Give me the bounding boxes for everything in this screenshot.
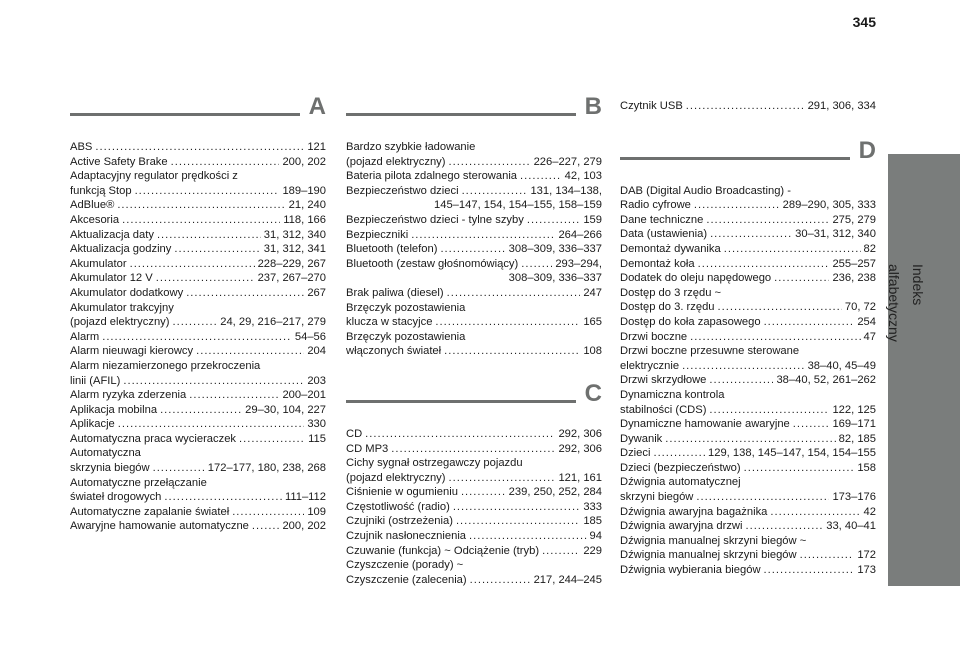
entry-pages: 115 bbox=[308, 432, 326, 445]
entry-term: skrzyni biegów bbox=[620, 491, 694, 504]
index-entry bbox=[346, 544, 602, 559]
entry-pages: 172–177, 180, 238, 268 bbox=[207, 462, 326, 475]
index-entry bbox=[70, 505, 326, 520]
entry-term: Czytnik USB bbox=[620, 100, 683, 112]
dot-leader bbox=[122, 213, 280, 228]
entry-pages: 264–266 bbox=[558, 228, 602, 241]
dot-leader bbox=[435, 315, 580, 330]
dot-leader bbox=[542, 544, 580, 559]
index-entry bbox=[70, 490, 326, 505]
entry-pages: 24, 29, 216–217, 279 bbox=[220, 316, 326, 329]
section-rule bbox=[620, 157, 850, 160]
index-entry bbox=[620, 315, 876, 330]
dot-leader bbox=[527, 213, 580, 228]
index-entry bbox=[620, 227, 876, 242]
entry-pages: 82 bbox=[863, 242, 876, 255]
entry-pages: 247 bbox=[583, 286, 602, 299]
index-entry bbox=[70, 417, 326, 432]
index-entry bbox=[620, 242, 876, 257]
dot-leader bbox=[800, 548, 855, 563]
entry-term: świateł drogowych bbox=[70, 491, 162, 504]
entry-pages: 94 bbox=[589, 530, 602, 543]
section-header-b bbox=[346, 93, 602, 140]
dot-leader bbox=[709, 403, 829, 418]
entry-term-line: Brzęczyk pozostawienia bbox=[346, 301, 466, 314]
section-c-continued-entries bbox=[620, 99, 876, 114]
entry-term: Akumulator 12 V bbox=[70, 272, 153, 285]
entry-term: Dźwignia awaryjna drzwi bbox=[620, 520, 743, 533]
section-rule bbox=[70, 113, 300, 116]
entry-pages: 122, 125 bbox=[832, 403, 876, 416]
entry-term: stabilności (CDS) bbox=[620, 403, 707, 416]
entry-pages: 169–171 bbox=[832, 418, 876, 431]
entry-pages: 255–257 bbox=[832, 257, 876, 270]
entry-pages: 172 bbox=[857, 549, 876, 562]
dot-leader bbox=[764, 315, 855, 330]
dot-leader bbox=[135, 184, 280, 199]
index-entry bbox=[620, 403, 876, 418]
entry-term: Dzieci bbox=[620, 447, 651, 460]
index-entry bbox=[620, 359, 876, 374]
entry-term: Aktualizacja godziny bbox=[70, 243, 172, 256]
dot-leader bbox=[189, 388, 279, 403]
index-entry bbox=[70, 286, 326, 301]
entry-term: linii (AFIL) bbox=[70, 374, 121, 387]
entry-pages: 239, 250, 252, 284 bbox=[508, 486, 602, 499]
entry-term-line: Dostęp do 3 rzędu ~ bbox=[620, 286, 722, 299]
entry-pages: 200, 202 bbox=[282, 155, 326, 168]
entry-term: Aktualizacja daty bbox=[70, 228, 154, 241]
entry-pages: 229 bbox=[583, 544, 602, 557]
index-entry bbox=[346, 344, 602, 359]
column-1 bbox=[70, 93, 326, 534]
dot-leader bbox=[440, 242, 505, 257]
index-entry bbox=[70, 242, 326, 257]
section-letter-d: D bbox=[858, 136, 876, 164]
index-entry bbox=[70, 374, 326, 389]
index-entry bbox=[70, 228, 326, 243]
dot-leader bbox=[774, 271, 829, 286]
entry-term: Bezpieczniki bbox=[346, 228, 409, 241]
dot-leader bbox=[153, 461, 205, 476]
dot-leader bbox=[453, 500, 581, 515]
entry-term-line: Dźwignia manualnej skrzyni biegów ~ bbox=[620, 534, 807, 547]
dot-leader bbox=[470, 573, 531, 588]
index-entry bbox=[620, 519, 876, 534]
entry-pages: 293–294, bbox=[555, 257, 602, 270]
index-entry bbox=[620, 213, 876, 228]
entry-pages: 204 bbox=[307, 345, 326, 358]
dot-leader bbox=[710, 227, 792, 242]
entry-term: Bateria pilota zdalnego sterowania bbox=[346, 170, 518, 183]
index-entry bbox=[346, 485, 602, 500]
dot-leader bbox=[447, 286, 581, 301]
dot-leader bbox=[391, 442, 555, 457]
entry-term: funkcją Stop bbox=[70, 184, 132, 197]
entry-term: Drzwi skrzydłowe bbox=[620, 374, 707, 387]
index-entry bbox=[70, 184, 326, 199]
entry-term-line: Adaptacyjny regulator prędkości z bbox=[70, 170, 238, 183]
entry-pages: 31, 312, 341 bbox=[263, 243, 326, 256]
entry-term: Akcesoria bbox=[70, 213, 120, 226]
index-entry bbox=[620, 563, 876, 578]
entry-term: Dynamiczne hamowanie awaryjne bbox=[620, 418, 790, 431]
dot-leader bbox=[130, 257, 255, 272]
entry-pages: 173 bbox=[857, 564, 876, 577]
entry-term: Alarm bbox=[70, 330, 100, 343]
index-entry bbox=[346, 257, 602, 272]
entry-term: Bezpieczeństwo dzieci - tylne szyby bbox=[346, 213, 524, 226]
entry-pages: 111–112 bbox=[284, 491, 326, 504]
entry-pages-continued: 308–309, 336–337 bbox=[508, 272, 602, 285]
entry-term: Dźwignia wybierania biegów bbox=[620, 564, 761, 577]
section-letter-c: C bbox=[584, 379, 602, 407]
index-entry bbox=[620, 330, 876, 345]
entry-term: Automatyczne zapalanie świateł bbox=[70, 505, 230, 518]
entry-term: AdBlue® bbox=[70, 199, 115, 212]
entry-pages: 267 bbox=[307, 286, 326, 299]
index-entry bbox=[346, 427, 602, 442]
section-rule bbox=[346, 400, 576, 403]
dot-leader bbox=[698, 257, 830, 272]
entry-term: Czyszczenie (zalecenia) bbox=[346, 573, 467, 586]
dot-leader bbox=[793, 417, 830, 432]
entry-pages: 121 bbox=[307, 141, 326, 153]
entry-term: Active Safety Brake bbox=[70, 155, 168, 168]
index-entry bbox=[620, 373, 876, 388]
dot-leader bbox=[682, 359, 804, 374]
entry-pages: 200–201 bbox=[282, 389, 326, 402]
entry-pages: 118, 166 bbox=[283, 213, 326, 226]
index-entry bbox=[620, 257, 876, 272]
dot-leader bbox=[172, 315, 217, 330]
section-letter-a: A bbox=[308, 93, 326, 120]
entry-pages-continued: 145–147, 154, 154–155, 158–159 bbox=[434, 199, 602, 212]
index-entry bbox=[70, 257, 326, 272]
index-entry bbox=[620, 461, 876, 476]
entry-term: Bluetooth (zestaw głośnomówiący) bbox=[346, 257, 519, 270]
dot-leader bbox=[469, 529, 587, 544]
dot-leader bbox=[520, 169, 562, 184]
entry-pages: 42 bbox=[863, 505, 876, 518]
index-entry bbox=[620, 198, 876, 213]
dot-leader bbox=[686, 99, 805, 114]
entry-pages: 42, 103 bbox=[564, 170, 602, 183]
entry-pages: 254 bbox=[857, 315, 876, 328]
entry-term: Dostęp do koła zapasowego bbox=[620, 315, 761, 328]
index-entry bbox=[70, 388, 326, 403]
entry-term: Ciśnienie w ogumieniu bbox=[346, 486, 458, 499]
dot-leader bbox=[118, 417, 305, 432]
entry-pages: 129, 138, 145–147, 154, 154–155 bbox=[708, 447, 876, 460]
index-entry bbox=[620, 417, 876, 432]
section-a-entries bbox=[70, 140, 326, 534]
index-entry bbox=[346, 228, 602, 243]
dot-leader bbox=[232, 505, 304, 520]
entry-pages: 21, 240 bbox=[288, 199, 326, 212]
entry-term: Dodatek do oleju napędowego bbox=[620, 272, 772, 285]
index-entry bbox=[346, 315, 602, 330]
dot-leader bbox=[665, 432, 835, 447]
entry-pages: 237, 267–270 bbox=[257, 272, 326, 285]
index-entry bbox=[70, 155, 326, 170]
index-entry bbox=[70, 432, 326, 447]
dot-leader bbox=[157, 228, 261, 243]
entry-term-line: Czyszczenie (porady) ~ bbox=[346, 559, 464, 572]
entry-term: Alarm nieuwagi kierowcy bbox=[70, 345, 194, 358]
page-number: 345 bbox=[852, 14, 876, 30]
dot-leader bbox=[239, 432, 305, 447]
dot-leader bbox=[117, 198, 285, 213]
index-entry bbox=[346, 213, 602, 228]
entry-pages: 82, 185 bbox=[838, 432, 876, 445]
entry-pages: 173–176 bbox=[832, 491, 876, 504]
entry-term-line: Dźwignia automatycznej bbox=[620, 476, 741, 489]
entry-pages: 159 bbox=[583, 213, 602, 226]
entry-term: Dźwignia awaryjna bagażnika bbox=[620, 505, 768, 518]
index-entry bbox=[620, 432, 876, 447]
index-entry bbox=[346, 184, 602, 199]
entry-pages: 275, 279 bbox=[832, 213, 876, 226]
index-entry bbox=[346, 155, 602, 170]
entry-term: Czuwanie (funkcja) ~ Odciążenie (tryb) bbox=[346, 544, 540, 557]
entry-term: Bezpieczeństwo dzieci bbox=[346, 184, 459, 197]
index-entry bbox=[70, 271, 326, 286]
entry-term-line: Brzęczyk pozostawienia bbox=[346, 330, 466, 343]
dot-leader bbox=[171, 155, 280, 170]
entry-pages: 200, 202 bbox=[282, 520, 326, 533]
entry-term-line: Automatyczne przełączanie bbox=[70, 476, 207, 489]
entry-term: Dźwignia manualnej skrzyni biegów bbox=[620, 549, 797, 562]
entry-term: klucza w stacyjce bbox=[346, 316, 433, 329]
index-entry bbox=[70, 461, 326, 476]
entry-term: CD MP3 bbox=[346, 442, 389, 455]
entry-term-line: Alarm niezamierzonego przekroczenia bbox=[70, 359, 261, 372]
entry-pages: 158 bbox=[857, 461, 876, 474]
entry-term: Dane techniczne bbox=[620, 213, 704, 226]
entry-term: Radio cyfrowe bbox=[620, 199, 691, 212]
dot-leader bbox=[724, 242, 861, 257]
entry-pages: 226–227, 279 bbox=[533, 155, 602, 168]
entry-pages: 121, 161 bbox=[558, 471, 602, 484]
entry-term: Aplikacje bbox=[70, 418, 115, 431]
index-entry bbox=[346, 169, 602, 184]
index-entry bbox=[70, 330, 326, 345]
column-3 bbox=[620, 99, 876, 578]
entry-term-line: Drzwi boczne przesuwne sterowane bbox=[620, 345, 800, 358]
entry-pages: 236, 238 bbox=[832, 272, 876, 285]
dot-leader bbox=[196, 344, 304, 359]
entry-term: Czujniki (ostrzeżenia) bbox=[346, 515, 453, 528]
dot-leader bbox=[696, 490, 829, 505]
dot-leader bbox=[764, 563, 855, 578]
entry-term: Częstotliwość (radio) bbox=[346, 500, 450, 513]
entry-pages: 203 bbox=[307, 374, 326, 387]
entry-term: Demontaż dywanika bbox=[620, 242, 721, 255]
entry-pages: 333 bbox=[583, 500, 602, 513]
index-entry bbox=[346, 242, 602, 257]
section-header-d bbox=[620, 136, 876, 184]
dot-leader bbox=[186, 286, 304, 301]
dot-leader bbox=[718, 300, 842, 315]
dot-leader bbox=[174, 242, 260, 257]
entry-term-line: DAB (Digital Audio Broadcasting) - bbox=[620, 184, 791, 197]
index-entry bbox=[620, 99, 876, 114]
index-entry bbox=[70, 344, 326, 359]
entry-pages: 330 bbox=[307, 418, 326, 431]
section-rule bbox=[346, 113, 576, 116]
index-entry bbox=[620, 505, 876, 520]
index-entry bbox=[346, 529, 602, 544]
index-entry bbox=[620, 490, 876, 505]
entry-pages: 29–30, 104, 227 bbox=[245, 403, 326, 416]
entry-pages: 108 bbox=[583, 345, 602, 358]
entry-term-line: Automatyczna bbox=[70, 447, 141, 460]
entry-pages: 291, 306, 334 bbox=[807, 100, 876, 112]
dot-leader bbox=[411, 228, 555, 243]
dot-leader bbox=[690, 330, 860, 345]
entry-pages: 289–290, 305, 333 bbox=[782, 199, 876, 212]
index-entry bbox=[70, 213, 326, 228]
entry-term-line: Bardzo szybkie ładowanie bbox=[346, 141, 476, 153]
index-entry bbox=[70, 140, 326, 155]
entry-term: Akumulator bbox=[70, 257, 127, 270]
dot-leader bbox=[95, 140, 304, 155]
dot-leader bbox=[160, 403, 242, 418]
entry-term: CD bbox=[346, 427, 363, 440]
dot-leader bbox=[365, 427, 555, 442]
entry-term: Czujnik nasłonecznienia bbox=[346, 530, 467, 543]
index-entry bbox=[346, 286, 602, 301]
dot-leader bbox=[456, 514, 580, 529]
entry-pages: 70, 72 bbox=[844, 301, 876, 314]
dot-leader bbox=[770, 505, 860, 520]
index-entry bbox=[346, 514, 602, 529]
entry-term: elektrycznie bbox=[620, 359, 680, 372]
index-entry bbox=[620, 548, 876, 563]
entry-term: Akumulator dodatkowy bbox=[70, 286, 184, 299]
index-entry bbox=[346, 573, 602, 588]
index-entry bbox=[346, 442, 602, 457]
entry-pages: 38–40, 45–49 bbox=[807, 359, 876, 372]
dot-leader bbox=[448, 471, 555, 486]
section-header-c bbox=[346, 379, 602, 427]
section-letter-b: B bbox=[584, 93, 602, 120]
entry-term: ABS bbox=[70, 141, 93, 153]
dot-leader bbox=[521, 257, 552, 272]
entry-term: Dzieci (bezpieczeństwo) bbox=[620, 461, 741, 474]
dot-leader bbox=[448, 155, 530, 170]
entry-term-line: Dynamiczna kontrola bbox=[620, 388, 725, 401]
section-d-entries bbox=[620, 184, 876, 578]
entry-pages: 54–56 bbox=[294, 330, 326, 343]
section-c-entries bbox=[346, 427, 602, 588]
index-entry bbox=[346, 471, 602, 486]
entry-term: Dywanik bbox=[620, 432, 663, 445]
dot-leader bbox=[745, 519, 823, 534]
entry-term: Aplikacja mobilna bbox=[70, 403, 158, 416]
section-b-entries bbox=[346, 140, 602, 359]
entry-pages: 217, 244–245 bbox=[533, 573, 602, 586]
index-entry bbox=[70, 519, 326, 534]
dot-leader bbox=[709, 373, 773, 388]
entry-term-line: Cichy sygnał ostrzegawczy pojazdu bbox=[346, 457, 523, 470]
entry-term: Bluetooth (telefon) bbox=[346, 243, 438, 256]
entry-term: Dostęp do 3. rzędu bbox=[620, 301, 715, 314]
side-title: Indeks alfabetyczny bbox=[886, 264, 926, 342]
dot-leader bbox=[444, 344, 580, 359]
section-header-a bbox=[70, 93, 326, 140]
dot-leader bbox=[164, 490, 282, 505]
dot-leader bbox=[252, 519, 280, 534]
entry-pages: 165 bbox=[583, 316, 602, 329]
entry-pages: 131, 134–138, bbox=[530, 184, 602, 197]
entry-term: Brak paliwa (diesel) bbox=[346, 286, 444, 299]
entry-pages: 47 bbox=[863, 330, 876, 343]
entry-pages: 33, 40–41 bbox=[826, 520, 876, 533]
entry-term: Awaryjne hamowanie automatyczne bbox=[70, 520, 249, 533]
column-2 bbox=[346, 93, 602, 587]
entry-pages: 185 bbox=[583, 515, 602, 528]
entry-term: (pojazd elektryczny) bbox=[70, 316, 170, 329]
entry-term: skrzynia biegów bbox=[70, 462, 150, 475]
entry-term: Alarm ryzyka zderzenia bbox=[70, 389, 187, 402]
entry-pages: 228–229, 267 bbox=[257, 257, 326, 270]
entry-term: Automatyczna praca wycieraczek bbox=[70, 432, 237, 445]
dot-leader bbox=[102, 330, 292, 345]
index-entry bbox=[620, 300, 876, 315]
entry-term: Demontaż koła bbox=[620, 257, 695, 270]
entry-term: włączonych świateł bbox=[346, 345, 442, 358]
entry-term: Data (ustawienia) bbox=[620, 228, 708, 241]
dot-leader bbox=[123, 374, 304, 389]
dot-leader bbox=[694, 198, 780, 213]
index-entry bbox=[70, 403, 326, 418]
index-entry bbox=[70, 315, 326, 330]
dot-leader bbox=[461, 485, 506, 500]
dot-leader bbox=[744, 461, 855, 476]
index-entry bbox=[620, 271, 876, 286]
dot-leader bbox=[156, 271, 255, 286]
entry-pages: 38–40, 52, 261–262 bbox=[776, 374, 876, 387]
dot-leader bbox=[706, 213, 829, 228]
entry-pages: 30–31, 312, 340 bbox=[795, 228, 876, 241]
dot-leader bbox=[462, 184, 528, 199]
dot-leader bbox=[653, 446, 705, 461]
entry-pages: 109 bbox=[307, 505, 326, 518]
entry-term: Drzwi boczne bbox=[620, 330, 688, 343]
entry-pages: 308–309, 336–337 bbox=[508, 243, 602, 256]
index-entry bbox=[620, 446, 876, 461]
entry-term: (pojazd elektryczny) bbox=[346, 471, 446, 484]
index-entry bbox=[70, 198, 326, 213]
entry-term-line: Akumulator trakcyjny bbox=[70, 301, 174, 314]
entry-pages: 189–190 bbox=[282, 184, 326, 197]
entry-pages: 31, 312, 340 bbox=[263, 228, 326, 241]
entry-term: (pojazd elektryczny) bbox=[346, 155, 446, 168]
index-entry bbox=[346, 500, 602, 515]
entry-pages: 292, 306 bbox=[558, 442, 602, 455]
entry-pages: 292, 306 bbox=[558, 427, 602, 440]
